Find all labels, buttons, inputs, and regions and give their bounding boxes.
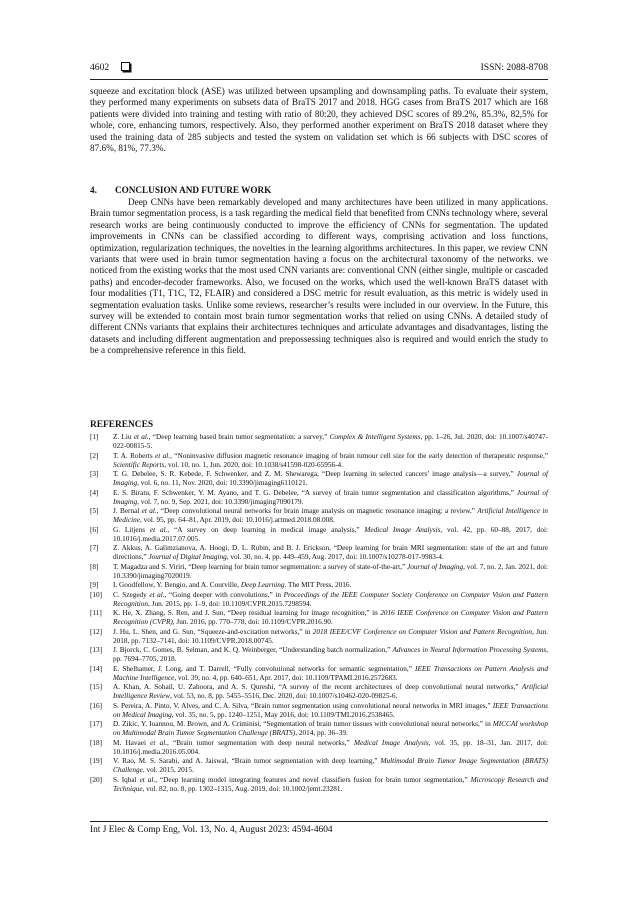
reference-number: [19] — [90, 757, 103, 765]
reference-italic-text: IEEE Transactions on Pattern Analysis and Machine Intelligence — [113, 664, 548, 682]
reference-plain-text: I. Goodfellow, Y. Bengio, and A. Courville, — [113, 581, 241, 589]
reference-number: [15] — [90, 683, 103, 691]
reference-plain-text: , “A survey on deep learning in medical image analysis,” — [167, 525, 365, 534]
reference-number: [10] — [90, 590, 103, 599]
reference-plain-text: , “Deep learning based brain tumor segmentation: a survey,” — [148, 433, 330, 441]
reference-text — [113, 702, 548, 720]
reference-number: [18] — [90, 738, 103, 747]
reference-italic-text: Proceedings of the IEEE Computer Society Conference on Computer Vision and Pattern Recognition — [113, 590, 548, 608]
reference-item — [90, 683, 548, 701]
reference-italic-text: MICCAI workshop on Multimodal Brain Tumor Segmentation Challenge (BRATS) — [113, 720, 548, 737]
reference-item — [90, 507, 548, 525]
reference-plain-text: , pp. 7694–7705, 2018. — [113, 646, 548, 663]
reference-number: [2] — [90, 451, 99, 460]
reference-number: [9] — [90, 581, 99, 589]
reference-text — [113, 489, 548, 507]
reference-italic-text: et al. — [133, 433, 149, 441]
reference-italic-text: Artificial Intelligence in Medicine — [113, 507, 548, 524]
reference-plain-text: , vol. 42, pp. 60–88, 2017, doi: 10.1016/j.media.2017.07.005. — [113, 525, 549, 543]
reference-italic-text: Artificial Intelligence Review — [113, 683, 548, 700]
reference-item — [90, 739, 548, 757]
reference-item — [90, 776, 548, 794]
reference-number: [16] — [90, 701, 103, 710]
reference-item — [90, 452, 548, 470]
reference-text — [113, 452, 548, 470]
reference-plain-text: Z. Akkus, A. Galimzianova, A. Hoogi, D. L. Rubin, and B. J. Erickson, “Deep learning for brain MRI segmentation: state of the art and future directions,” — [113, 544, 548, 561]
reference-plain-text: , pp. 1–26, Jul. 2020, doi: 10.1007/s40747-022-00815-5. — [113, 433, 548, 450]
reference-italic-text: Microscopy Research and Technique — [113, 775, 548, 793]
reference-item — [90, 581, 548, 590]
reference-text — [113, 470, 548, 488]
reference-italic-text: et al. — [149, 590, 165, 599]
reference-text — [113, 665, 548, 683]
running-header — [90, 60, 548, 74]
header-left — [90, 62, 130, 73]
reference-number: [7] — [90, 544, 99, 552]
reference-list — [90, 433, 548, 794]
reference-italic-text: et al. — [141, 507, 157, 515]
reference-plain-text: , “Deep convolutional neural networks for brain image analysis on magnetic resonance imaging: a review,” — [156, 507, 478, 515]
reference-plain-text: , “Going deeper with convolutions,” in — [164, 590, 284, 599]
reference-plain-text: , vol. 82, no. 8, pp. 1302–1315, Aug. 2019, doi: 10.1002/jemt.23281. — [142, 784, 343, 793]
reference-number: [3] — [90, 470, 99, 478]
reference-plain-text: , Jun. 2015, pp. 1–9, doi: 10.1109/CVPR.2015.7298594. — [148, 599, 312, 608]
reference-italic-text: Multimodal Brain Tumor Image Segmentation (BRATS) Challenge — [113, 757, 548, 774]
section-heading — [90, 185, 271, 195]
reference-number: [20] — [90, 775, 103, 784]
reference-number: [17] — [90, 720, 103, 728]
page-number: 4602 — [90, 61, 110, 73]
reference-number: [11] — [90, 609, 102, 617]
reference-item — [90, 526, 548, 544]
reference-italic-text: Medical Image Analysis — [353, 738, 429, 747]
reference-plain-text: , Jun. 2018, pp. 7132–7141, doi: 10.1109/CVPR.2018.00745. — [113, 627, 548, 645]
reference-plain-text: , “Deep learning model integrating features and novel classifiers fusion for brain tumor segmentation,” — [155, 775, 471, 784]
reference-italic-text: Advances in Neural Information Processing Systems — [392, 646, 547, 654]
reference-number: [1] — [90, 433, 99, 441]
reference-italic-text: Complex & Intelligent Systems — [329, 433, 421, 441]
reference-plain-text: , vol. 53, no. 8, pp. 5455–5516, Dec. 2020, doi: 10.1007/s10462-020-09825-6. — [169, 692, 398, 700]
reference-italic-text: Deep Learning — [240, 581, 285, 589]
reference-plain-text: , vol. 95, pp. 64–81, Apr. 2019, doi: 10.1016/j.artmed.2018.08.008. — [139, 516, 335, 524]
reference-text — [113, 526, 548, 544]
reference-text — [113, 720, 548, 738]
section-number: 4. — [90, 185, 97, 195]
reference-plain-text: G. Litjens — [113, 525, 150, 534]
reference-number: [12] — [90, 627, 103, 636]
reference-text — [113, 609, 548, 627]
reference-plain-text: J. Bjorck, C. Gomes, B. Selman, and K. Q. Weinberger, “Understanding batch normalization,” — [113, 646, 393, 654]
reference-text — [113, 628, 548, 646]
reference-item — [90, 489, 548, 507]
reference-plain-text: E. S. Biratu, F. Schwenker, Y. M. Ayano, and T. G. Debelee, “A survey of brain tumor segmentation and classification algorithms,” — [113, 488, 517, 497]
reference-number: [5] — [90, 507, 99, 515]
reference-italic-text: et al. — [155, 451, 171, 460]
reference-italic-text: Journal of Digital Imaging — [148, 553, 227, 561]
reference-plain-text: A. Khan, A. Sohail, U. Zahoora, and A. S. Qureshi, “A survey of the recent architectures of deep convolutional neural networks,” — [113, 683, 522, 691]
square-icon — [121, 62, 130, 71]
reference-plain-text: T. Magadza and S. Viriri, “Deep learning for brain tumor segmentation: a survey of state-of-the-art,” — [113, 562, 408, 571]
reference-italic-text: IEEE Transactions on Medical Imaging — [113, 701, 548, 719]
reference-text — [113, 544, 548, 562]
reference-plain-text: K. He, X. Zhang, S. Ren, and J. Sun, “Deep residual learning for image recognition,” in — [113, 609, 381, 617]
reference-text — [113, 507, 548, 525]
reference-italic-text: 2018 IEEE/CVF Conference on Computer Vision and Pattern Recognition — [312, 627, 533, 636]
reference-item — [90, 470, 548, 488]
reference-plain-text: , 2014, pp. 36–39. — [295, 729, 348, 737]
reference-text — [113, 591, 548, 609]
reference-item — [90, 433, 548, 451]
reference-plain-text: , vol. 6, no. 11, Nov. 2020, doi: 10.3390/jimaging6110121. — [137, 479, 308, 487]
reference-item — [90, 757, 548, 775]
reference-plain-text: S. Pereira, A. Pinto, V. Alves, and C. A. Silva, “Brain tumor segmentation using convolutional neural networks in MRI images,” — [113, 701, 493, 710]
reference-text — [113, 433, 548, 451]
reference-plain-text: V. Rao, M. S. Sarabi, and A. Jaiswal, “Brain tumor segmentation with deep learning,” — [113, 757, 381, 765]
reference-text — [113, 581, 548, 590]
reference-item — [90, 591, 548, 609]
reference-italic-text: Medical Image Analysis — [364, 525, 441, 534]
reference-plain-text: , vol. 10, no. 1, Jun. 2020, doi: 10.1038/s41598-020-65956-4. — [164, 460, 343, 469]
reference-plain-text: , “Noninvasive diffusion magnetic resonance imaging of brain tumour cell size for the early detection of therapeutic response,” — [170, 451, 549, 460]
footer-rule — [90, 821, 548, 822]
reference-number: [4] — [90, 488, 99, 497]
journal-footer: Int J Elec & Comp Eng, Vol. 13, No. 4, August 2023: 4594-4604 — [90, 825, 333, 835]
section-title: CONCLUSION AND FUTURE WORK — [115, 185, 272, 195]
reference-text — [113, 563, 548, 581]
reference-text — [113, 683, 548, 701]
reference-item — [90, 720, 548, 738]
reference-plain-text: J. Hu, L. Shen, and G. Sun, “Squeeze-and-excitation networks,” in — [113, 627, 313, 636]
references-heading: REFERENCES — [90, 420, 154, 430]
header-rule — [90, 79, 548, 80]
reference-plain-text: Z. Liu — [113, 433, 134, 441]
reference-item — [90, 702, 548, 720]
reference-plain-text: , “Brain tumor segmentation with deep neural networks,” — [167, 738, 354, 747]
reference-item — [90, 646, 548, 664]
reference-text — [113, 739, 548, 757]
reference-plain-text: , vol. 7, no. 2, Jan. 2021, doi: 10.3390/jimaging7020019. — [113, 562, 548, 580]
reference-plain-text: E. Shelhamer, J. Long, and T. Darrell, “Fully convolutional networks for semantic segmentation,” — [113, 664, 416, 673]
reference-item — [90, 665, 548, 683]
reference-number: [8] — [90, 562, 99, 571]
body-paragraph: squeeze and excitation block (ASE) was utilized between upsampling and downsampling paths. To evaluate their system, they performed many experiments on subsets data of BraTS 2017 and 2018. HGG cases from BraTS 2017 which are 168 patients were divided into training and testing with ratio of 80:20, they achieved DSC scores of 89.2%, 85.3%, 82,5% for whole, core, enhancing tumors, respectively. Also, they performed another experiment on BraTS 2018 dataset where they used the training data of 285 subjects and tested the system on validation set which is 66 subjects with DSC scores of 87.6%, 81%, 77.3%. — [90, 86, 548, 154]
reference-text — [113, 776, 548, 794]
reference-plain-text: S. Iqbal — [113, 775, 140, 784]
reference-text — [113, 757, 548, 775]
reference-italic-text: Journal of Imaging — [407, 562, 464, 571]
reference-item — [90, 563, 548, 581]
reference-plain-text: T. A. Roberts — [113, 451, 156, 460]
reference-plain-text: M. Havaei — [113, 738, 151, 747]
reference-number: [6] — [90, 525, 99, 534]
reference-number: [14] — [90, 664, 103, 673]
reference-item — [90, 609, 548, 627]
reference-plain-text: , vol. 35, no. 5, pp. 1240–1251, May 2016, doi: 10.1109/TMI.2016.2538465. — [171, 710, 395, 719]
reference-plain-text: J. Bernal — [113, 507, 142, 515]
reference-italic-text: Scientific Reports — [113, 460, 165, 469]
reference-plain-text: T. G. Debelee, S. R. Kebede, F. Schwenker, and Z. M. Shewarega, “Deep learning in selected cancers’ image analysis—a survey,” — [113, 470, 517, 478]
reference-plain-text: . The MIT Press, 2016. — [284, 581, 352, 589]
reference-italic-text: et al. — [150, 738, 168, 747]
reference-plain-text: , vol. 7, no. 9, Sep. 2021, doi: 10.3390/jimaging7090179. — [137, 497, 304, 506]
reference-text — [113, 646, 548, 664]
reference-plain-text: , vol. 2015, 2015. — [142, 766, 194, 774]
reference-plain-text: C. Szegedy — [113, 590, 150, 599]
reference-italic-text: 2016 IEEE Conference on Computer Vision and Pattern Recognition (CVPR) — [113, 609, 548, 626]
reference-italic-text: et al. — [139, 775, 156, 784]
reference-plain-text: D. Zikic, Y. Ioannou, M. Brown, and A. Criminisi, “Segmentation of brain tumor tissues with convolutional neural networks,” in — [113, 720, 493, 728]
reference-plain-text: , Jun. 2016, pp. 770–778, doi: 10.1109/CVPR.2016.90. — [172, 618, 333, 626]
issn: ISSN: 2088-8708 — [480, 61, 548, 73]
conclusion-paragraph: Deep CNNs have been remarkably developed and many architectures have been utilized in many applications. Brain tumor segmentation process, is a task regarding the medical field that benefited from CNNs technology where, several research works are being continuously conducted to improve the efficiency of CNNs for segmentation. The updated improvements in CNNs can be classified according to different ways, comprising activation and loss functions, optimization, regularization techniques, the novelties in the learning algorithms architectures. In this paper, we review CNN variants that were used in brain tumor segmentation having a focus on the architectural taxonomy of the networks. we noticed from the existing works that the most used CNN variants are: conventional CNN (either single, multiple or cascaded paths) and encoder-decoder frameworks. Also, we focused on the works, which used the well-known BraTS dataset with four modalities (T1, T1C, T2, FLAIR) and considered a DSC metric for result evaluation, as this metric is widely used in segmentation evaluation tasks. Unlike some reviews, researcher’s results were included in our overview. In the Future, this survey will be extended to contain most brain tumor segmentation works that relied on using CNNs. A detailed study of different CNNs variants that explains their architectures techniques and articulate advantages and disadvantages, listing the datasets and including different augmentation and prepossessing techniques also is required and would enrich the study to be a comprehensive reference in this field. — [90, 197, 548, 356]
reference-italic-text: Journal of Imaging — [113, 488, 548, 506]
reference-italic-text: Journal of Imaging — [113, 470, 548, 487]
reference-item — [90, 544, 548, 562]
reference-plain-text: , vol. 39, no. 4, pp. 640–651, Apr. 2017, doi: 10.1109/TPAMI.2016.2572683. — [174, 673, 398, 682]
reference-italic-text: et al. — [149, 525, 168, 534]
reference-item — [90, 628, 548, 646]
reference-number: [13] — [90, 646, 103, 654]
reference-plain-text: , vol. 30, no. 4, pp. 449–459, Aug. 2017, doi: 10.1007/s10278-017-9983-4. — [226, 553, 444, 561]
reference-plain-text: , vol. 35, pp. 18–31, Jan. 2017, doi: 10.1016/j.media.2016.05.004. — [113, 738, 548, 756]
